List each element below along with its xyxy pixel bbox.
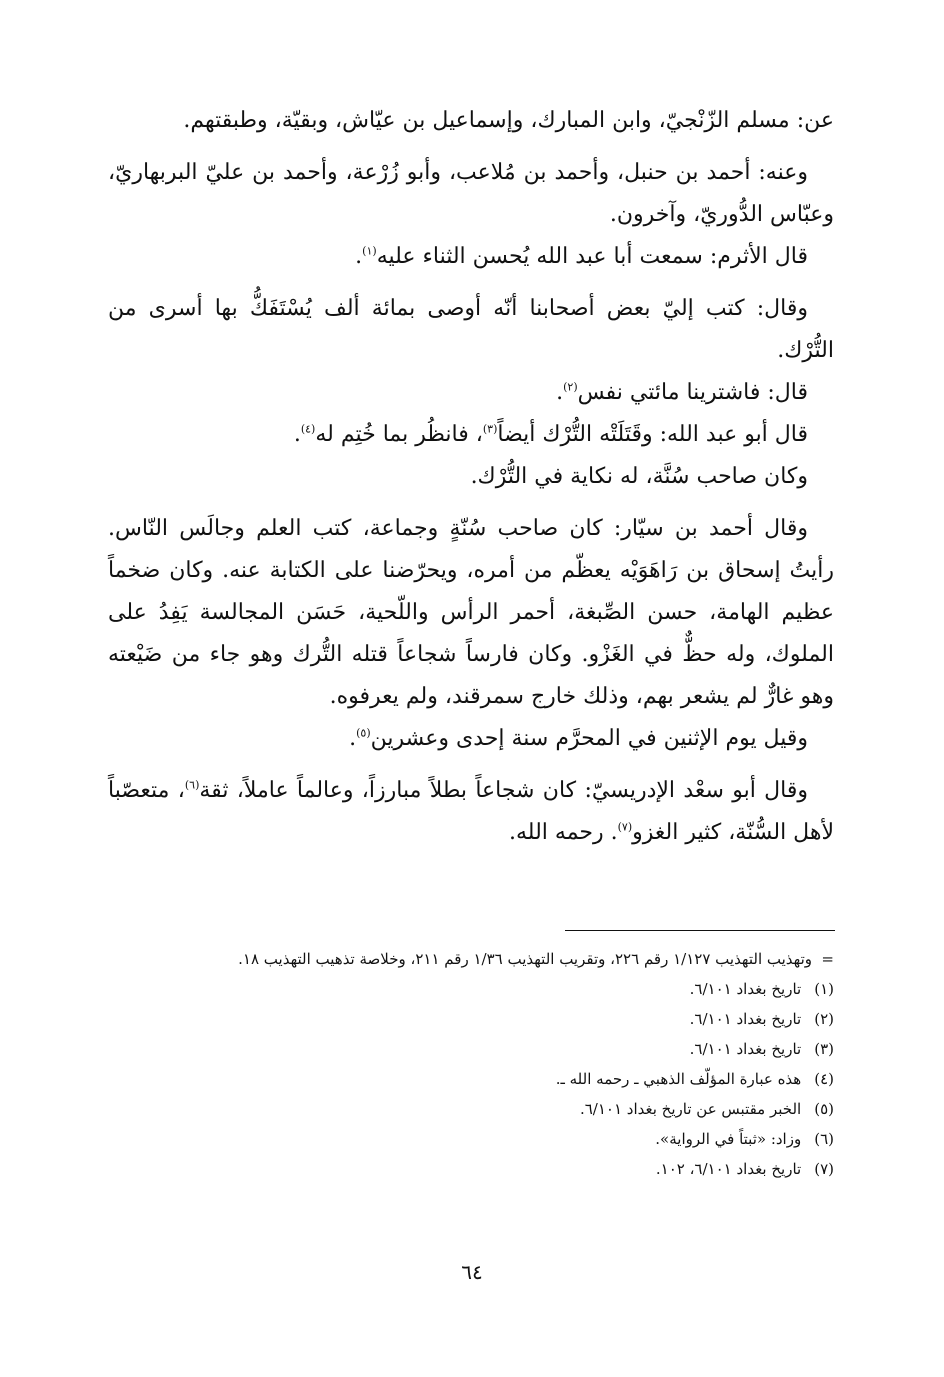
footnote-1: (١) تاريخ بغداد ٦/١٠١.	[108, 974, 834, 1004]
paragraph-9: وقيل يوم الإثنين في المحرَّم سنة إحدى وعشرين$^{(٥)}$.	[349, 726, 808, 751]
footnote-number: (٦)	[814, 1130, 834, 1148]
footnote-number: (٧)	[814, 1160, 834, 1178]
footnote-5: (٥) الخبر مقتبس عن تاريخ بغداد ٦/١٠١.	[108, 1094, 834, 1124]
footnote-ref: (٧)	[617, 820, 633, 834]
paragraph-3: قال الأثرم: سمعت أبا عبد الله يُحسن الثناء عليه$^{(١)}$.	[355, 244, 808, 269]
footnote-4: (٤) هذه عبارة المؤلّف الذهبي ـ رحمه الله ـ.	[108, 1064, 834, 1094]
footnote-ref: (٤)	[300, 422, 316, 436]
footnote-divider	[565, 930, 835, 931]
footnote-number: (١)	[814, 980, 834, 998]
paragraph-6: قال أبو عبد الله: وقَتَلَتْه التُّرْك أيضاً$^{(٣)}$، فانظُر بما خُتِم له$^{(٤)}$.	[293, 422, 808, 447]
footnotes	[108, 944, 834, 1184]
footnote-6: (٦) وزاد: «ثبتاً في الرواية».	[108, 1124, 834, 1154]
footnote-7: (٧) تاريخ بغداد ٦/١٠١، ١٠٢.	[108, 1154, 834, 1184]
footnote-ref: (٦)	[184, 778, 200, 792]
footnote-2: (٢) تاريخ بغداد ٦/١٠١.	[108, 1004, 834, 1034]
paragraph-1: عن: مسلم الزّنْجيّ، وابن المبارك، وإسماعيل بن عيّاش، وبقيّة، وطبقتهم.	[183, 108, 834, 133]
continuation-mark: =	[821, 950, 834, 968]
paragraph-10: وقال أبو سعْد الإدريسيّ: كان شجاعاً بطلاً مبارزاً، وعالماً عاملاً، ثقة$^{(٦)}$، متعصّباً لأهل السُّنّة، كثير الغزو$^{(٧)}$. رحمه الله.	[108, 778, 834, 845]
footnote-ref: (٣)	[482, 422, 498, 436]
footnote-number: (٢)	[814, 1010, 834, 1028]
footnote-ref: (٥)	[356, 726, 371, 740]
footnote-ref: (١)	[362, 244, 377, 258]
paragraph-5: قال: فاشترينا مائتي نفس$^{(٢)}$.	[556, 380, 808, 405]
footnote-number: (٥)	[814, 1100, 834, 1118]
paragraph-2: وعنه: أحمد بن حنبل، وأحمد بن مُلاعب، وأبو زُرْعة، وأحمد بن عليّ البربهاريّ، وعبّاس الدُّوريّ، وآخرون.	[108, 160, 834, 227]
paragraph-8: وقال أحمد بن سيّار: كان صاحب سُنّةٍ وجماعة، كتب العلم وجالَس النّاس. رأيتُ إسحاق بن رَاهَوَيْه يعظّم من أمره، ويحرّضنا على الكتابة عنه. وكان ضخماً عظيم الهامة، حسن الصِّبغة، أحمر الرأس واللّحية، حَسَن المجالسة يَفِدُ على الملوك، وله حظٌّ في الغَزْو. وكان فارساً شجاعاً قتله التُّرك وهو جاء من ضَيْعته وهو غارٌّ لم يشعر بهم، وذلك خارج سمرقند، ولم يعرفوه.	[108, 516, 834, 709]
main-text	[108, 100, 834, 854]
footnote-number: (٣)	[814, 1040, 834, 1058]
page-number: ٦٤	[461, 1260, 483, 1284]
footnote-3: (٣) تاريخ بغداد ٦/١٠١.	[108, 1034, 834, 1064]
footnote-number: (٤)	[814, 1070, 834, 1088]
paragraph-7: وكان صاحب سُنَّة، له نكاية في التُّرْك.	[470, 464, 808, 489]
paragraph-4: وقال: كتب إليّ بعض أصحابنا أنّه أوصى بمائة ألف يُسْتَفَكُّ بها أسرى من التُّرْك.	[108, 296, 834, 363]
footnote-ref: (٢)	[563, 380, 578, 394]
footnote-continuation: = وتهذيب التهذيب ١/١٢٧ رقم ٢٢٦، وتقريب التهذيب ١/٣٦ رقم ٢١١، وخلاصة تذهيب التهذيب ١٨.	[108, 944, 834, 974]
